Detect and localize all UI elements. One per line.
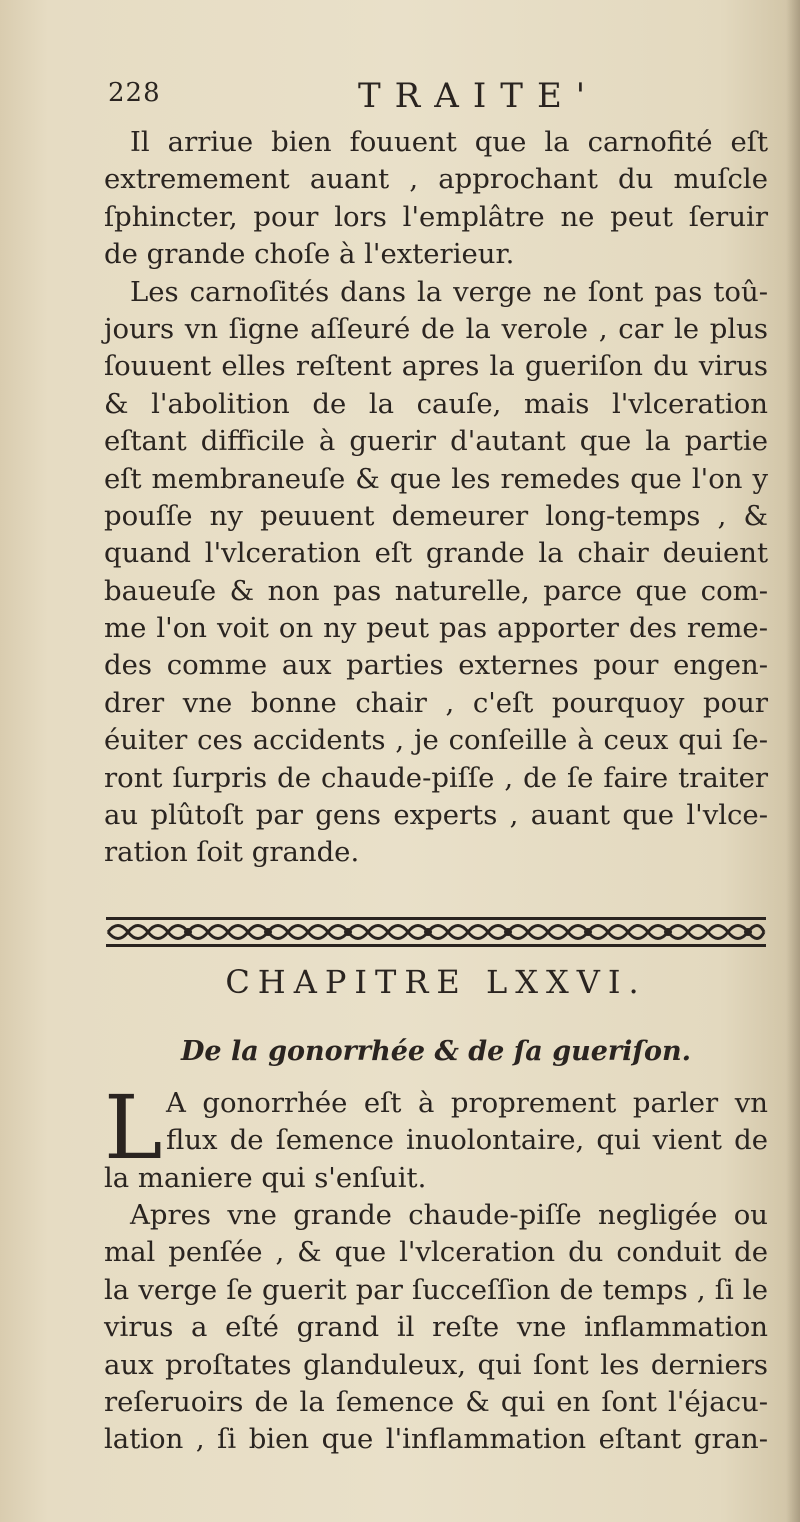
text-line: la verge ſe guerit par ſucceſſion de temps , ſi le xyxy=(104,1273,768,1306)
text-line: ration ſoit grande. xyxy=(104,836,360,869)
text-line: baueuſe & non pas naturelle, parce que com- xyxy=(104,574,768,607)
page-edge-shadow xyxy=(786,0,800,1522)
text-line: ſouuent elles reſtent apres la gueriſon du virus xyxy=(104,350,768,383)
text-line: pouſſe ny peuuent demeurer long-temps , & xyxy=(104,499,768,532)
text-line: mal penſée , & que l'vlceration du conduit de xyxy=(104,1236,768,1269)
text-line: Les carnoſités dans la verge ne ſont pas toû- xyxy=(130,275,768,308)
page-number: 228 xyxy=(108,78,161,108)
printers-ornament-band-icon xyxy=(106,917,766,947)
text-line: flux de ſemence inuolontaire, qui vient de xyxy=(166,1124,768,1157)
text-line: A gonorrhée eſt à proprement parler vn xyxy=(166,1087,768,1119)
text-line: me l'on voit on ny peut pas apporter des reme- xyxy=(104,612,768,645)
text-line: reſeruoirs de la ſemence & qui en ſont l'éjacu- xyxy=(104,1385,768,1418)
text-line: extremement auant , approchant du muſcle xyxy=(104,163,768,196)
text-line: Il arriue bien fouuent que la carnofité eſt xyxy=(130,126,768,158)
text-line: au plûtoſt par gens experts , auant que l'vlce- xyxy=(104,799,768,832)
page-header xyxy=(108,76,768,126)
chapter-heading: CHAPITRE LXXVI. xyxy=(225,963,647,1001)
text-line: aux proſtates glanduleux, qui ſont les derniers xyxy=(104,1348,768,1381)
text-line: eſt membraneuſe & que les remedes que l'on y xyxy=(104,462,768,495)
text-line: lation , ſi bien que l'inflammation eſtant gran- xyxy=(104,1423,768,1456)
text-line: des comme aux parties externes pour engen- xyxy=(104,649,768,682)
paragraph-block-1 xyxy=(104,124,768,872)
text-line: drer vne bonne chair , c'eſt pourquoy pour xyxy=(104,686,768,719)
text-line: eſtant difficile à guerir d'autant que la partie xyxy=(104,425,768,458)
text-line: éuiter ces accidents , je conſeille à ceux qui ſe- xyxy=(104,724,768,757)
text-line: virus a eſté grand il reſte vne inflammation xyxy=(104,1311,768,1344)
running-title: TRAITE' xyxy=(358,76,600,116)
chapter-subtitle: De la gonorrhée & de ſa gueriſon. xyxy=(180,1036,692,1067)
text-line: jours vn ſigne aſſeuré de la verole , car le plus xyxy=(104,312,768,345)
paragraph-block-2 xyxy=(104,1076,768,1197)
text-line: ront ſurpris de chaude-piſſe , de ſe faire traiter xyxy=(104,761,768,794)
paragraph-block-3 xyxy=(104,1197,768,1459)
text-line: de grande choſe à l'exterieur. xyxy=(104,238,515,271)
text-line: & l'abolition de la cauſe, mais l'vlceration xyxy=(104,387,768,420)
text-line: ſphincter, pour lors l'emplâtre ne peut ſeruir xyxy=(104,200,768,233)
text-line: quand l'vlceration eſt grande la chair deuient xyxy=(104,537,768,570)
text-line: la maniere qui s'enſuit. xyxy=(104,1161,427,1194)
drop-capital: L xyxy=(104,1076,163,1179)
text-line: Apres vne grande chaude-piſſe negligée ou xyxy=(130,1199,768,1231)
